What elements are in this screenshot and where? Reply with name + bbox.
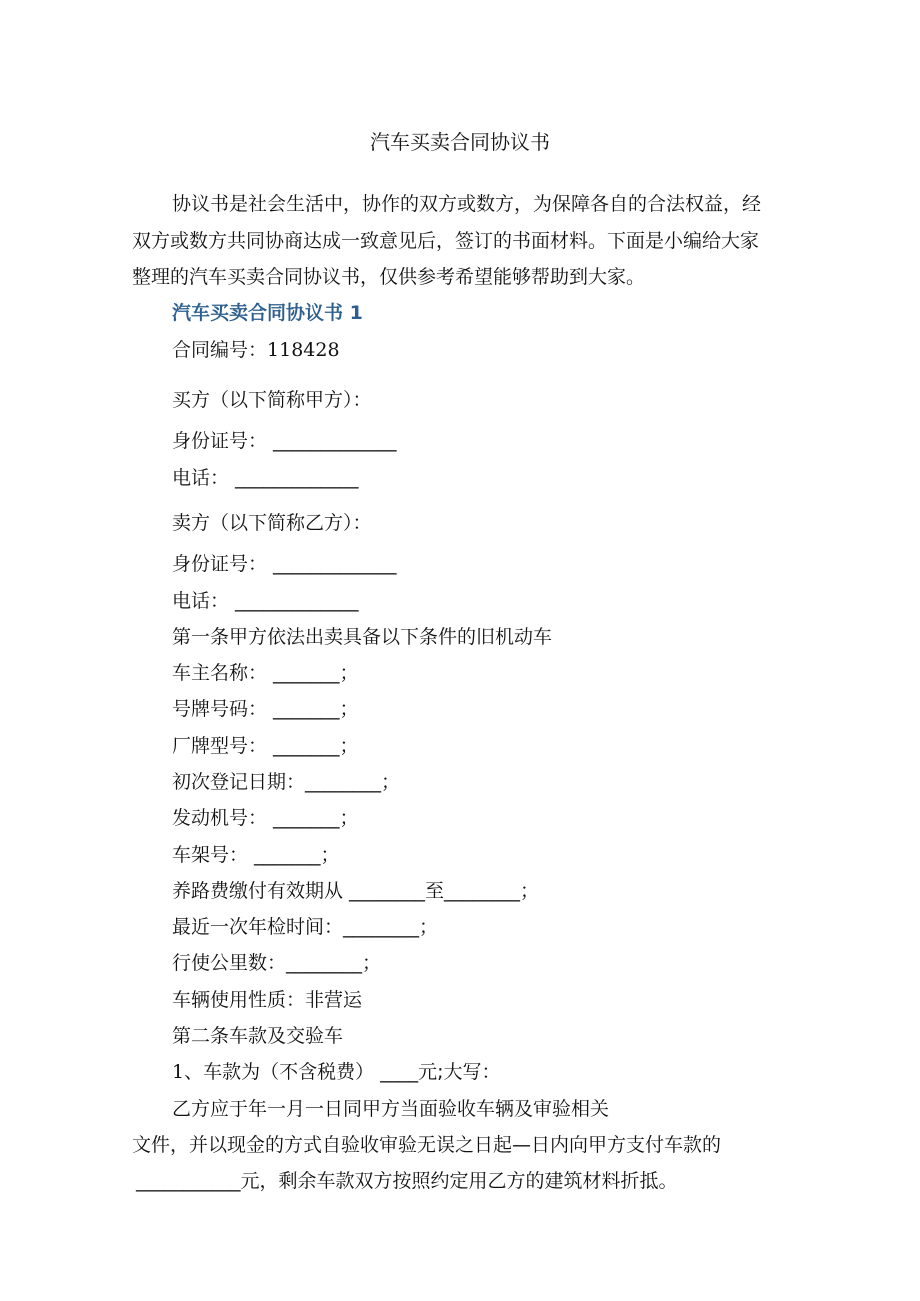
article-2-title: 第二条车款及交验车 xyxy=(172,1025,344,1047)
section-heading: 汽车买卖合同协议书 1 xyxy=(172,302,363,324)
intro-line-1: 协议书是社会生活中，协作的双方或数方，为保障各自的合法权益，经 xyxy=(172,193,762,215)
buyer-id-line: 身份证号： _____________ xyxy=(172,430,397,452)
article-1-item: 养路费缴付有效期从 ________至________； xyxy=(172,880,540,902)
seller-id-line: 身份证号： _____________ xyxy=(172,553,397,575)
article-1-item: 车架号： _______； xyxy=(172,844,340,866)
seller-label: 卖方（以下简称乙方）： xyxy=(172,512,372,534)
article-1-item: 发动机号： _______； xyxy=(172,807,359,829)
buyer-phone-line: 电话： _____________ xyxy=(172,467,359,489)
article-1-title: 第一条甲方依法出卖具备以下条件的旧机动车 xyxy=(172,626,553,648)
article-1-item: 车辆使用性质：非营运 xyxy=(172,989,363,1011)
article-1-item: 最近一次年检时间：________； xyxy=(172,916,439,938)
clause-1-text: 车款为（不含税费） ____元;大写： xyxy=(203,1061,501,1083)
clause-2-line-1: 乙方应于年一月一日同甲方当面验收车辆及审验相关 xyxy=(172,1098,610,1120)
article-1-item: 车主名称： _______； xyxy=(172,662,359,684)
contract-number-label: 合同编号： xyxy=(172,339,268,361)
intro-line-3: 整理的汽车买卖合同协议书，仅供参考希望能够帮助到大家。 xyxy=(132,266,646,288)
clause-2-line-2: 文件，并以现金的方式自验收审验无误之日起—日内向甲方支付车款的 xyxy=(132,1134,722,1156)
clause-1-number: 1、 xyxy=(172,1061,204,1083)
seller-phone-line: 电话： _____________ xyxy=(172,590,359,612)
buyer-label: 买方（以下简称甲方）： xyxy=(172,389,372,411)
clause-2-line-3: ___________元，剩余车款双方按照约定用乙方的建筑材料折抵。 xyxy=(136,1170,678,1192)
article-1-item: 厂牌型号： _______； xyxy=(172,735,359,757)
contract-number-value: 118428 xyxy=(267,339,340,361)
intro-line-2: 双方或数方共同协商达成一致意见后，签订的书面材料。下面是小编给大家 xyxy=(132,230,760,252)
article-1-item: 号牌号码： _______； xyxy=(172,698,359,720)
article-1-item: 行使公里数：________； xyxy=(172,952,382,974)
clause-1 xyxy=(172,1060,501,1084)
article-1-item: 初次登记日期：________； xyxy=(172,771,401,793)
document-title: 汽车买卖合同协议书 xyxy=(370,130,550,154)
contract-number xyxy=(172,338,340,362)
